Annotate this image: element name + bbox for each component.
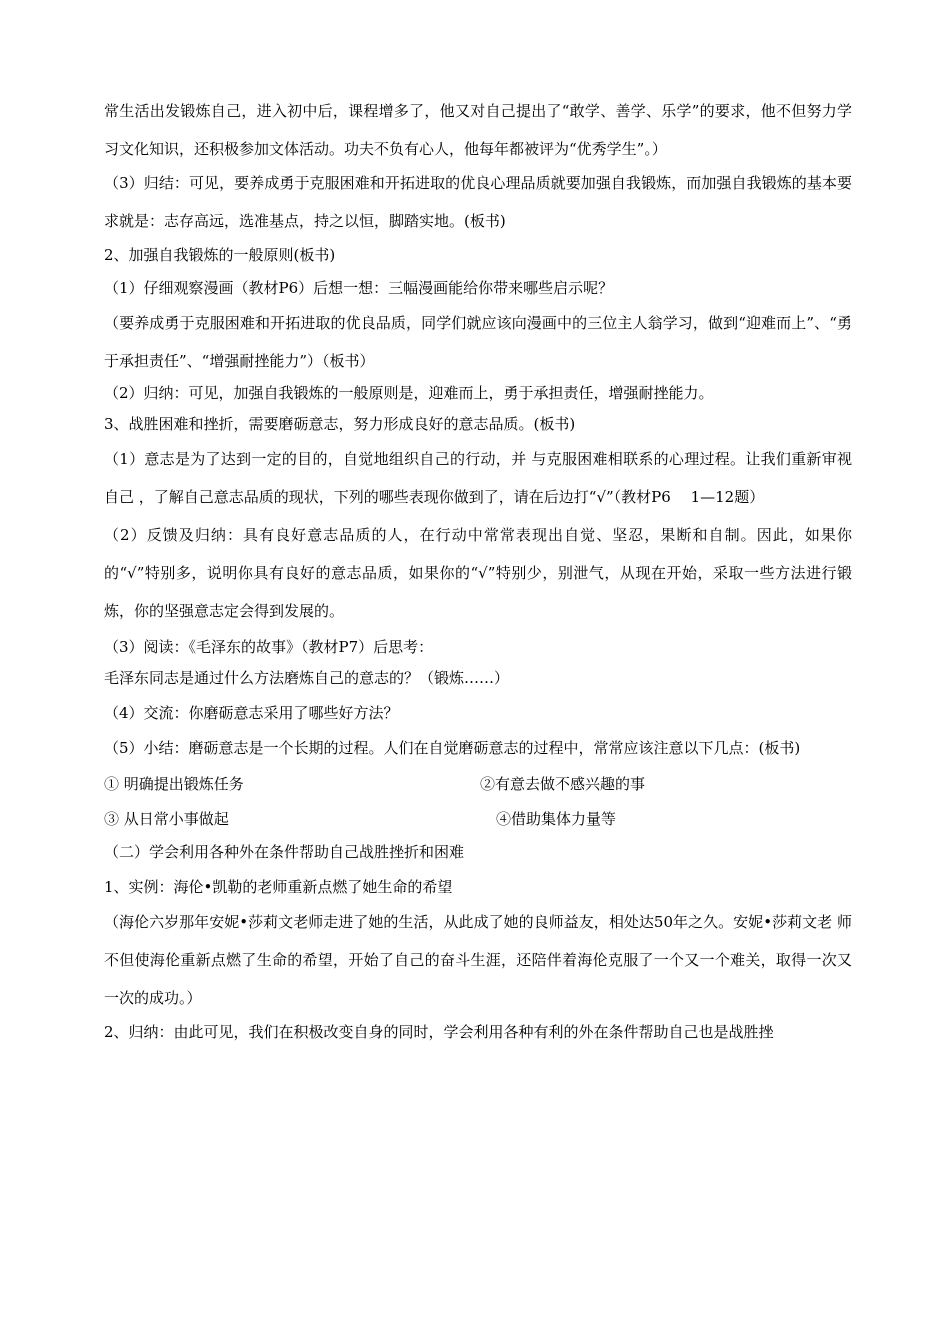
paragraph-final-conclusion: 2、归纳：由此可见，我们在积极改变自身的同时，学会利用各种有利的外在条件帮助自己也是战胜挫 [104,1023,774,1041]
heading-section-2: 2、加强自我锻炼的一般原则(板书) [104,246,336,264]
paragraph-will-definition: （1）意志是为了达到一定的目的，自觉地组织自己的行动，并 与克服困难相联系的心理过程。让我们重新审视自己 ，了解自己意志品质的现状，下列的哪些表现你做到了，请在后边打“√”（教材P6 1—12题） [104,450,852,506]
paragraph-conclusion-3: （3）归结：可见，要养成勇于克服困难和开拓进取的优良心理品质就要加强自我锻炼，而加强自我锻炼的基本要求就是：志存高远，选准基点，持之以恒，脚踏实地。(板书) [104,174,852,230]
paragraph-story-end: 常生活出发锻炼自己，进入初中后，课程增多了，他又对自己提出了“敢学、善学、乐学”的要求，他不但努力学习文化知识，还积极参加文体活动。功夫不负有心人，他每年都被评为“优秀学生”。） [104,102,852,158]
paragraph-observe-comics: （1）仔细观察漫画（教材P6）后想一想：三幅漫画能给你带来哪些启示呢？ [104,279,614,297]
paragraph-feedback-summary: （2）反馈及归纳：具有良好意志品质的人，在行动中常常表现出自觉、坚忍，果断和自制。因此，如果你的“√”特别多，说明你具有良好的意志品质，如果你的“√”特别少，别泄气，从现在开始，采取一些方法进行锻炼，你的坚强意志定会得到发展的。 [104,526,852,620]
method-item-1: ① 明确提出锻炼任务 [104,775,244,793]
heading-section-3: 3、战胜困难和挫折，需要磨砺意志，努力形成良好的意志品质。(板书) [104,415,576,433]
paragraph-reading-task: （3）阅读：《毛泽东的故事》（教材P7）后思考： [104,638,434,656]
document-body [104,92,852,1048]
method-item-2: ②有意去做不感兴趣的事 [480,775,646,793]
paragraph-principle-summary: （2）归纳：可见，加强自我锻炼的一般原则是，迎难而上，勇于承担责任，增强耐挫能力。 [104,384,714,402]
heading-example: 1、实例：海伦•凯勒的老师重新点燃了她生命的希望 [104,878,453,896]
method-list-row-1 [104,767,852,802]
method-list-row-2 [104,802,852,837]
paragraph-exchange: （4）交流：你磨砺意志采用了哪些好方法？ [104,704,399,722]
paragraph-will-summary: （5）小结：磨砺意志是一个长期的过程。人们在自觉磨砺意志的过程中，常常应该注意以下几点：(板书) [104,739,801,757]
method-item-3: ③ 从日常小事做起 [104,810,229,828]
paragraph-comics-answer: （要养成勇于克服困难和开拓进取的优良品质，同学们就应该向漫画中的三位主人翁学习，做到“迎难而上”、“勇于承担责任”、“增强耐挫能力”）（板书） [104,314,852,370]
heading-part-2: （二）学会利用各种外在条件帮助自己战胜挫折和困难 [104,843,465,861]
method-item-4: ④借助集体力量等 [496,810,617,828]
paragraph-helen-keller-story: （海伦六岁那年安妮•莎莉文老师走进了她的生活，从此成了她的良师益友，相处达50年之久。安妮•莎莉文老 师不但使海伦重新点燃了生命的希望，开始了自己的奋斗生涯，还陪伴着海伦克服了一个又一个难关，取得一次又一次的成功。） [104,913,852,1007]
paragraph-reading-question: 毛泽东同志是通过什么方法磨炼自己的意志的？（锻炼……） [104,669,510,687]
